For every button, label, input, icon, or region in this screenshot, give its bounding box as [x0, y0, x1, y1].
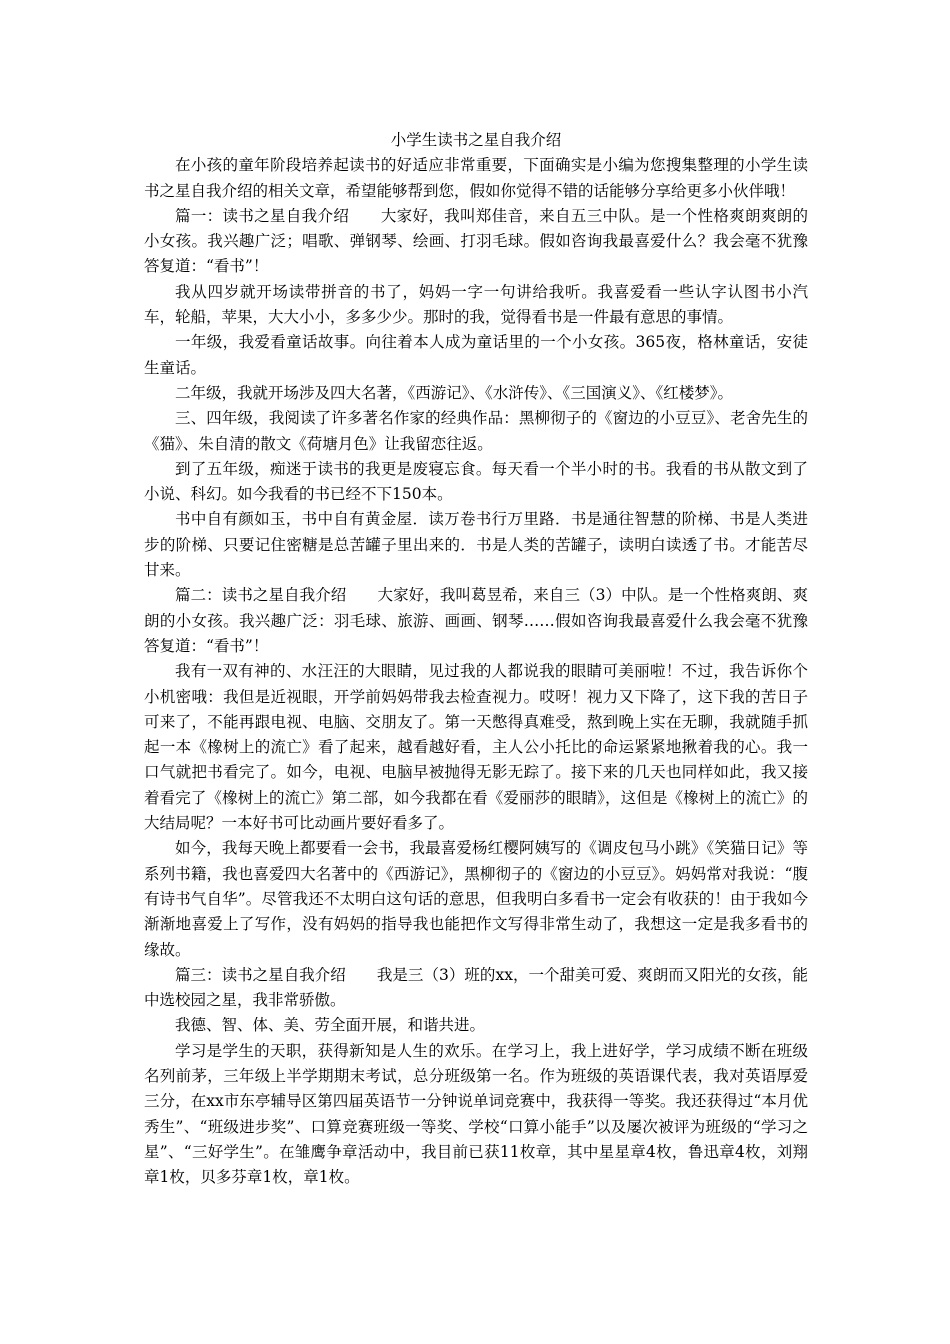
body-paragraph: 一年级，我爱看童话故事。向往着本人成为童话里的一个小女孩。365夜，格林童话，安徒生童话。: [144, 333, 808, 377]
document-title: 小学生读书之星自我介绍: [390, 131, 562, 149]
document-body: [144, 128, 808, 1190]
body-paragraph: 我从四岁就开场读带拼音的书了，妈妈一字一句讲给我听。我喜爱看一些认字认图书小汽车，轮船，苹果，大大小小，多多少少。那时的我，觉得看书是一件最有意思的事情。: [144, 282, 808, 327]
body-paragraph: 我德、智、体、美、劳全面开展，和谐共进。: [175, 1016, 486, 1035]
body-paragraph: 二年级，我就开场涉及四大名著，《西游记》、《水浒传》、《三国演义》、《红楼梦》。: [175, 383, 734, 402]
body-paragraph: 三、四年级，我阅读了许多著名作家的经典作品：黑柳彻子的《窗边的小豆豆》、老舍先生的《猫》、朱自清的散文《荷塘月色》让我留恋往返。: [144, 409, 808, 453]
body-paragraph: 如今，我每天晚上都要看一会书，我最喜爱杨红樱阿姨写的《调皮包马小跳》《笑猫日记》等系列书籍，我也喜爱四大名著中的《西游记》，黑柳彻子的《窗边的小豆豆》。妈妈常对我说：“腹有诗书气自华”。尽管我还不太明白这句话的意思，但我明白多看书一定会有收获的！由于我如今渐渐地喜爱上了写作，没有妈妈的指导我也能把作文写得非常生动了，我想这一定是我多看书的缘故。: [144, 839, 808, 959]
body-paragraph: 学习是学生的天职，获得新知是人生的欢乐。在学习上，我上进好学，学习成绩不断在班级名列前茅，三年级上半学期期末考试，总分班级第一名。作为班级的英语课代表，我对英语厚爱三分，在xx市东亭辅导区第四届英语节一分钟说单词竞赛中，我获得一等奖。我还获得过“本月优秀生”、“班级进步奖”、口算竞赛班级一等奖、学校“口算小能手”以及屡次被评为班级的“学习之星”、“三好学生”。在雏鹰争章活动中，我目前已获11枚章，其中星星章4枚，鲁迅章4枚，刘翔章1枚，贝多芬章1枚，章1枚。: [144, 1041, 808, 1187]
body-paragraph: 到了五年级，痴迷于读书的我更是废寝忘食。每天看一个半小时的书。我看的书从散文到了小说、科幻。如今我看的书已经不下150本。: [144, 459, 808, 504]
body-paragraph: 书中自有颜如玉，书中自有黄金屋．读万卷书行万里路．书是通往智慧的阶梯、书是人类进步的阶梯、只要记住密糖是总苦罐子里出来的．书是人类的苦罐子，读明白读透了书。才能苦尽甘来。: [144, 510, 808, 580]
body-paragraph: 我有一双有神的、水汪汪的大眼睛，见过我的人都说我的眼睛可美丽啦！不过，我告诉你个小机密哦：我但是近视眼，开学前妈妈带我去检查视力。哎呀！视力又下降了，这下我的苦日子可来了，不能再跟电视、电脑、交朋友了。第一天憋得真难受，熬到晚上实在无聊，我就随手抓起一本《橡树上的流亡》看了起来，越看越好看，主人公小托比的命运紧紧地揪着我的心。我一口气就把书看完了。如今，电视、电脑早被抛得无影无踪了。接下来的几天也同样如此，我又接着看完了《橡树上的流亡》第二部，如今我都在看《爱丽莎的眼睛》，这但是《橡树上的流亡》的大结局呢？一本好书可比动画片要好看多了。: [144, 662, 808, 833]
essay-two-heading-paragraph: 篇二：读书之星自我介绍 大家好，我叫葛昱希，来自三（3）中队。是一个性格爽朗、爽朗的小女孩。我兴趣广泛：羽毛球、旅游、画画、钢琴……假如咨询我最喜爱什么我会毫不犹豫答复道：“看书”！: [144, 586, 808, 655]
essay-one-heading-paragraph: 篇一：读书之星自我介绍 大家好，我叫郑佳音，来自五三中队。是一个性格爽朗爽朗的小女孩。我兴趣广泛；唱歌、弹钢琴、绘画、打羽毛球。假如咨询我最喜爱什么？我会毫不犹豫答复道：“看书”！: [144, 206, 808, 276]
intro-paragraph: 在小孩的童年阶段培养起读书的好适应非常重要，下面确实是小编为您搜集整理的小学生读书之星自我介绍的相关文章，希望能够帮到您，假如你觉得不错的话能够分享给更多小伙伴哦！: [144, 156, 808, 200]
essay-three-heading-paragraph: 篇三：读书之星自我介绍 我是三（3）班的xx，一个甜美可爱、爽朗而又阳光的女孩，能中选校园之星，我非常骄傲。: [144, 965, 808, 1010]
